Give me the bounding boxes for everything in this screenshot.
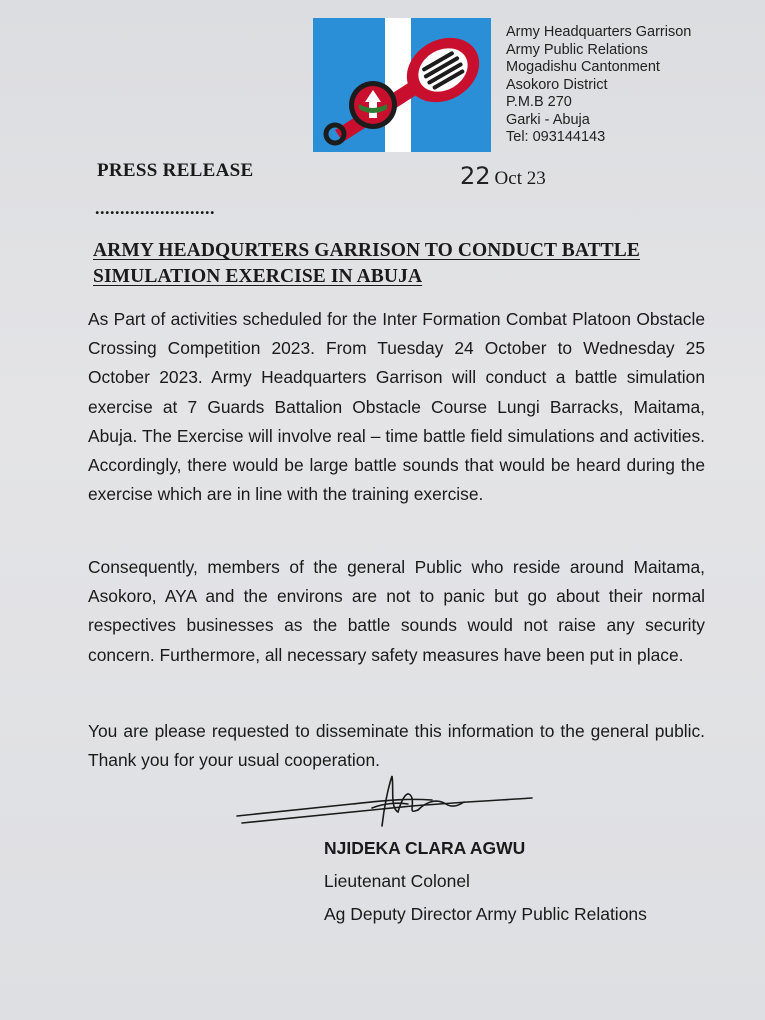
headline: ARMY HEADQURTERS GARRISON TO CONDUCT BATTLE SIMULATION EXERCISE IN ABUJA (93, 240, 640, 287)
address-line: Asokoro District (506, 76, 608, 93)
signatory-rank: Lieutenant Colonel (324, 871, 470, 891)
army-crest-logo (313, 18, 491, 152)
signatory-block (324, 832, 647, 931)
body-paragraph-1: As Part of activities scheduled for the Inter Formation Combat Platoon Obstacle Crossing Competition 2023. From Tuesday 24 October to Wednesday 25 October 2023. Army Headquarters Garrison will conduct a battle simulation exercise at 7 Guards Battalion Obstacle Course Lungi Barracks, Maitama, Abuja. The Exercise will involve real – time battle field simulations and activities. Accordingly, there would be large battle sounds that would be heard during the exercise which are in line with the training exercise. (88, 309, 705, 505)
address-line: Army Headquarters Garrison (506, 24, 692, 40)
crest-icon (313, 18, 491, 152)
address-line: Tel: 093144143 (506, 129, 606, 145)
body-paragraph-3: You are please requested to disseminate this information to the general public. Thank you for your usual cooperation. (88, 721, 705, 771)
release-date (460, 162, 546, 190)
address-line: Garki - Abuja (506, 111, 590, 128)
letterhead-address (506, 24, 691, 147)
signatory-name: NJIDEKA CLARA AGWU (324, 838, 526, 858)
date-month-year: Oct 23 (494, 168, 546, 189)
handwritten-signature (232, 768, 542, 838)
address-line: Mogadishu Cantonment (506, 59, 660, 75)
address-line: P.M.B 270 (506, 94, 572, 110)
body-paragraph-2: Consequently, members of the general Public who reside around Maitama, Asokoro, AYA and the environs are not to panic but go about their normal respectives businesses as the battle sounds would not raise any security concern. Furthermore, all necessary safety measures have been put in place. (88, 557, 705, 665)
date-day: 22 (460, 162, 491, 190)
address-line: Army Public Relations (506, 41, 648, 58)
press-release-label: PRESS RELEASE (97, 160, 254, 181)
signatory-title: Ag Deputy Director Army Public Relations (324, 904, 647, 924)
reference-dots: ........................ (95, 198, 215, 218)
